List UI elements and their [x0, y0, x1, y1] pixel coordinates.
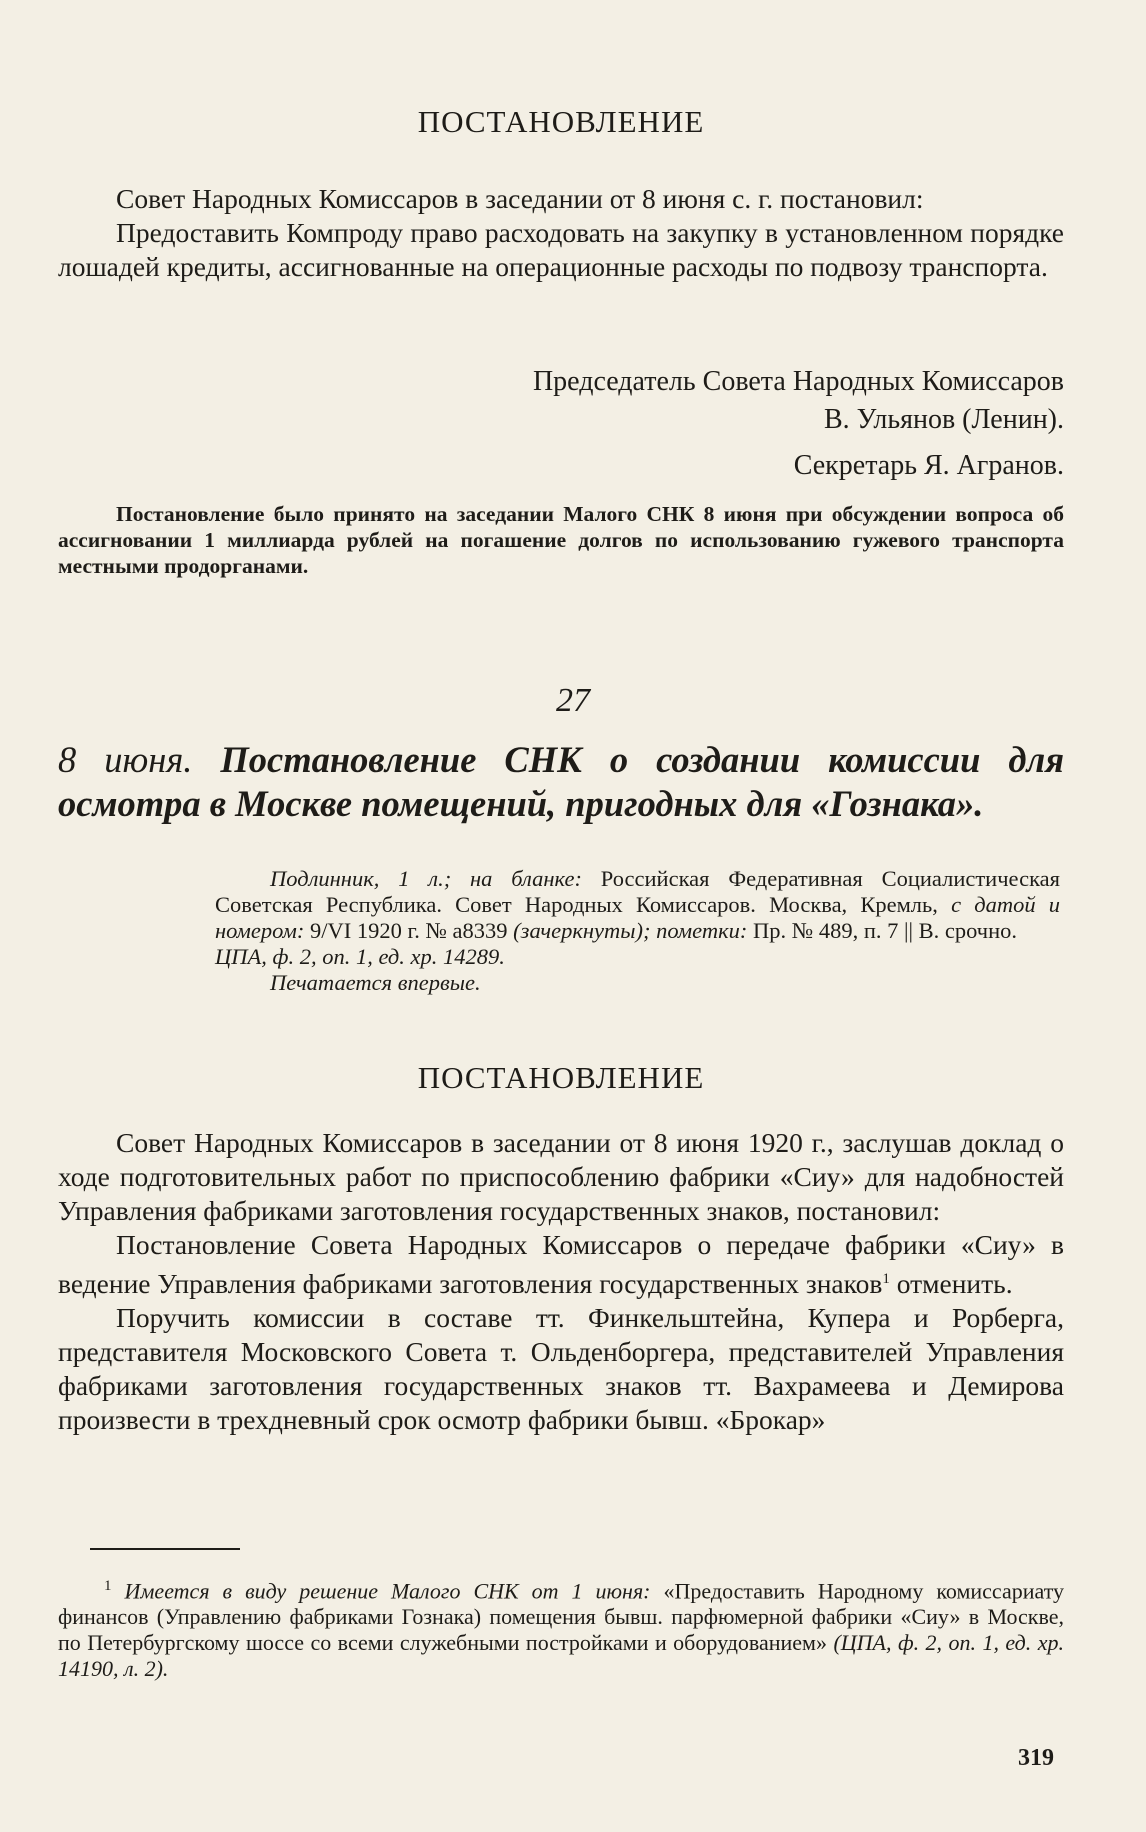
meta-marks: Пр. № 489, п. 7 || В. срочно. [752, 918, 1018, 943]
document-title-date: 8 июня. [58, 739, 193, 780]
section1-note-text: Постановление было принято на заседании Малого СНК 8 июня при обсуждении вопроса об ассигновании 1 миллиарда рублей на погашение долгов по использованию гужевого транспорта местными продорганами. [58, 502, 1064, 578]
section1-para1: Совет Народных Комиссаров в заседании от 8 июня с. г. постановил: [116, 183, 924, 214]
footnote-mark: 1 [104, 1578, 112, 1594]
document-title [58, 738, 1064, 826]
footnote-ref: 1 [882, 1271, 890, 1287]
section1-heading: ПОСТАНОВЛЕНИЕ [417, 104, 705, 139]
meta-date-number: 9/VI 1920 г. № а8339 [310, 918, 508, 943]
meta-print-note: Печатается впервые. [270, 970, 481, 995]
document-meta [215, 866, 1060, 996]
section2-para2: Постановление Совета Народных Комиссаров о передаче фабрики «Сиу» в ведение Управления фабриками заготовления государственных знаков$^1$ отменить. [58, 1229, 1064, 1300]
section2-para1: Совет Народных Комиссаров в заседании от 8 июня 1920 г., заслушав доклад о ходе подготовительных работ по приспособлению фабрики «Сиу» для надобностей Управления фабриками заготовления государственных знаков, постановил: [58, 1127, 1064, 1226]
meta-archive: ЦПА, ф. 2, оп. 1, ед. хр. 14289. [215, 944, 505, 969]
meta-letterhead: Российская Федеративная Социалистическая Советская Республика. Совет Народных Комиссаров. Москва, Кремль, [215, 866, 1060, 917]
document-title-text: Постановление СНК о создании комиссии для осмотра в Москве помещений, пригодных для «Гознака». [58, 739, 1065, 824]
document-number: 27 [556, 682, 590, 719]
section1-body [58, 182, 1064, 284]
meta-marks-label: (зачеркнуты); пометки: [513, 918, 748, 943]
signature-block [533, 363, 1064, 485]
footnote-ref-archive: (ЦПА, ф. 2, оп. 1, ед. хр. 14190, л. 2). [58, 1630, 1064, 1682]
footnote-divider [90, 1548, 240, 1550]
section2-heading: ПОСТАНОВЛЕНИЕ [417, 1060, 705, 1095]
signature-secretary: Секретарь Я. Агранов. [793, 450, 1064, 481]
footnote-text: «Предоставить Народному комиссариату финансов (Управлению фабриками Гознака) помещения бывш. парфюмерной фабрики «Сиу» в Москве, по Петербургскому шоссе со всеми служебными постройками и оборудованием» [58, 1578, 1065, 1656]
section2-para3: Поручить комиссии в составе тт. Финкельштейна, Купера и Рорберга, представителя Московского Совета т. Ольденборгера, представителей Управления фабриками заготовления государственных знаков тт. Вахрамеева и Демирова произвести в трехдневный срок осмотр фабрики бывш. «Брокар» [58, 1302, 1064, 1436]
section1-note [58, 501, 1064, 579]
signature-chair-title: Председатель Совета Народных Комиссаров [532, 366, 1064, 397]
section1-para2: Предоставить Компроду право расходовать на закупку в установленном порядке лошадей кредиты, ассигнованные на операционные расходы по подвозу транспорта. [58, 217, 1064, 282]
meta-original: Подлинник, 1 л.; на бланке: [270, 866, 582, 891]
meta-date-number-label: с датой и номером: [215, 892, 1061, 943]
section2-body [58, 1126, 1064, 1437]
footnote-lead: Имеется в виду решение Малого СНК от 1 июня: [124, 1578, 651, 1604]
footnote [58, 1573, 1064, 1682]
page-number: 319 [1018, 1745, 1054, 1771]
signature-chair-name: В. Ульянов (Ленин). [824, 404, 1064, 435]
